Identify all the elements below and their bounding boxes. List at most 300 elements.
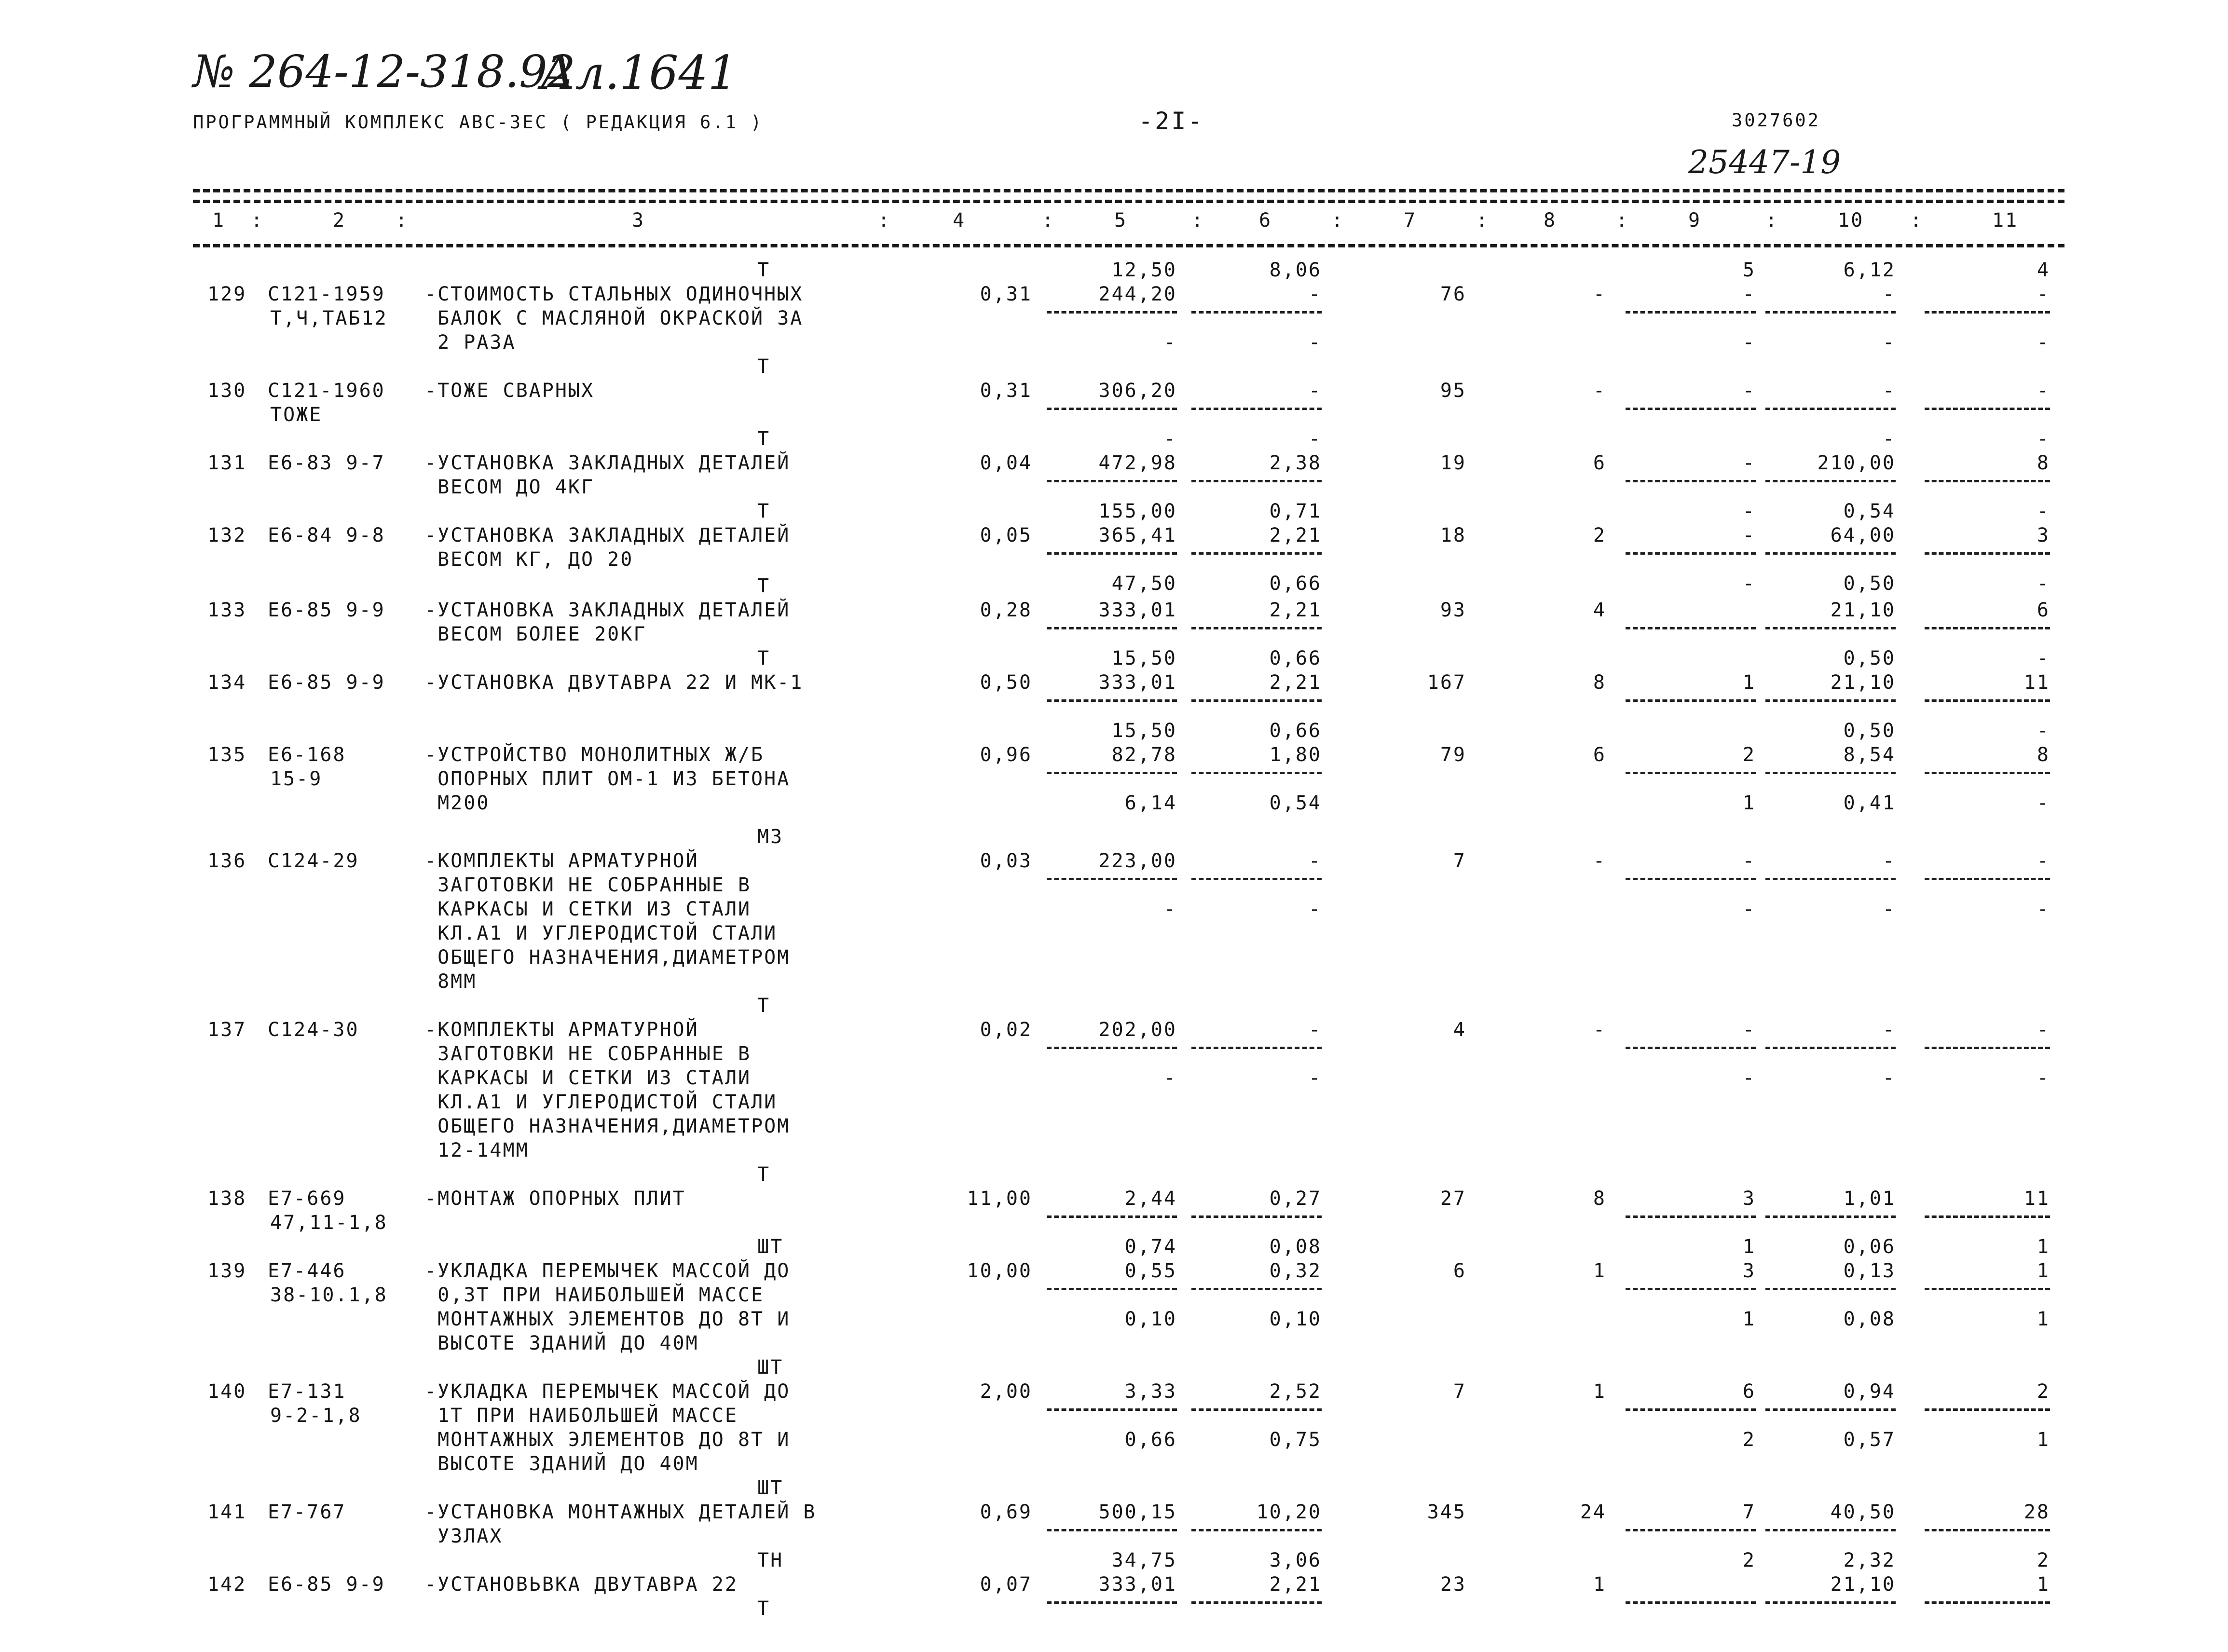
labor-col-9: 7 [1742, 1501, 1756, 1523]
subtotal-rule [1765, 627, 1896, 629]
subtotal-rule [1626, 699, 1756, 702]
work-description: ЗАГОТОВКИ НЕ СОБРАННЫЕ В [424, 1043, 752, 1065]
machine-col-9: 2 [1742, 1429, 1756, 1451]
row-number: 134 [207, 671, 247, 694]
subtotal-rule [1626, 311, 1756, 314]
subtotal-rule [1626, 772, 1756, 774]
machine-wage: 0,66 [1269, 573, 1322, 595]
subtotal-rule [1047, 878, 1177, 880]
resource-code: С124-30 [268, 1019, 359, 1041]
machine-cost: 6,14 [1124, 792, 1177, 814]
subtotal-rule [1925, 772, 2050, 774]
row-number: 130 [207, 380, 247, 402]
pre-value-9: 5 [1742, 259, 1756, 281]
labor-col-11: 8 [2037, 452, 2050, 474]
unit-label: Т [757, 647, 771, 669]
work-description: -СТОИМОСТЬ СТАЛЬНЫХ ОДИНОЧНЫХ [424, 283, 804, 305]
subtotal-rule [1925, 699, 2050, 702]
subtotal-rule [1626, 408, 1756, 410]
unit-wage: - [1308, 283, 1322, 305]
column-header-2: 2 [333, 209, 346, 232]
subtotal-rule [1626, 1601, 1756, 1604]
machine-cost: 155,00 [1098, 500, 1177, 522]
machine-wage: 0,10 [1269, 1308, 1322, 1330]
total-cost: 7 [1453, 850, 1466, 872]
unit-wage: 2,21 [1269, 671, 1322, 694]
column-separator: : [1765, 209, 1779, 232]
machine-wage: 0,66 [1269, 720, 1322, 742]
work-description: БАЛОК С МАСЛЯНОЙ ОКРАСКОЙ ЗА [424, 307, 804, 329]
work-description: МОНТАЖНЫХ ЭЛЕМЕНТОВ ДО 8Т И [424, 1308, 791, 1330]
column-header-5: 5 [1114, 209, 1128, 232]
labor-col-11: 6 [2037, 599, 2050, 621]
unit-wage: - [1308, 850, 1322, 872]
subtotal-rule [1765, 1215, 1896, 1218]
resource-code: Е6-84 9-8 [268, 524, 385, 546]
work-description: 12-14ММ [424, 1139, 529, 1161]
total-cost: 6 [1453, 1260, 1466, 1282]
work-description: -УСТАНОВКА ЗАКЛАДНЫХ ДЕТАЛЕЙ [424, 452, 791, 474]
unit-wage: 0,27 [1269, 1188, 1322, 1210]
row-number: 136 [207, 850, 247, 872]
total-cost: 167 [1427, 671, 1466, 694]
subtotal-rule [1191, 878, 1322, 880]
subtotal-rule [1047, 699, 1177, 702]
labor-col-11: 1 [2037, 1260, 2050, 1282]
column-separator: : [251, 209, 264, 232]
machine-col-11: - [2037, 331, 2050, 354]
labor-col-11: 8 [2037, 744, 2050, 766]
labor-col-9: - [1742, 524, 1756, 546]
subtotal-rule [1626, 878, 1756, 880]
total-cost: 7 [1453, 1380, 1466, 1403]
subtotal-rule [1765, 1047, 1896, 1049]
total-cost: 79 [1440, 744, 1466, 766]
unit-cost: 82,78 [1111, 744, 1177, 766]
resource-code: Е6-83 9-7 [268, 452, 385, 474]
document-code: 3027602 [1732, 110, 1820, 131]
total-cost: 345 [1427, 1501, 1466, 1523]
machine-cost: 34,75 [1111, 1549, 1177, 1571]
unit-cost: 2,44 [1124, 1188, 1177, 1210]
row-number: 133 [207, 599, 247, 621]
subtotal-rule [1765, 772, 1896, 774]
unit-cost: 202,00 [1098, 1019, 1177, 1041]
resource-code: Е7-131 [268, 1380, 346, 1403]
subtotal-rule [1925, 1047, 2050, 1049]
unit-wage: 2,21 [1269, 599, 1322, 621]
column-header-9: 9 [1688, 209, 1702, 232]
labor-col-9: - [1742, 380, 1756, 402]
machine-col-9: - [1742, 898, 1756, 920]
unit-label: ТН [757, 1549, 784, 1571]
subtotal-rule [1047, 772, 1177, 774]
labor-col-11: - [2037, 1019, 2050, 1041]
resource-code: Е7-446 [268, 1260, 346, 1282]
quantity: 0,03 [980, 850, 1032, 872]
unit-cost: 333,01 [1098, 1573, 1177, 1596]
row-number: 140 [207, 1380, 247, 1403]
labor-col-9: 1 [1742, 671, 1756, 694]
total-wage: 6 [1593, 452, 1606, 474]
labor-col-11: 28 [2023, 1501, 2050, 1523]
labor-col-10: 64,00 [1830, 524, 1896, 546]
machine-col-10: 0,06 [1843, 1236, 1896, 1258]
labor-col-10: 21,10 [1830, 1573, 1896, 1596]
total-wage: 2 [1593, 524, 1606, 546]
quantity: 0,04 [980, 452, 1032, 474]
labor-col-9: 3 [1742, 1188, 1756, 1210]
machine-col-11: - [2037, 500, 2050, 522]
unit-wage: 2,21 [1269, 524, 1322, 546]
resource-code: Е6-85 9-9 [268, 671, 385, 694]
machine-col-10: - [1882, 1067, 1896, 1089]
resource-code: 15-9 [270, 768, 323, 790]
machine-col-11: - [2037, 720, 2050, 742]
subtotal-rule [1191, 772, 1322, 774]
unit-label: Т [757, 1163, 771, 1186]
machine-wage: 0,54 [1269, 792, 1322, 814]
total-wage: 4 [1593, 599, 1606, 621]
machine-col-9: 1 [1742, 1308, 1756, 1330]
labor-col-11: 11 [2023, 1188, 2050, 1210]
unit-cost: 223,00 [1098, 850, 1177, 872]
machine-col-10: 0,57 [1843, 1429, 1896, 1451]
subtotal-rule [1626, 480, 1756, 482]
subtotal-rule [1047, 1601, 1177, 1604]
unit-label: Т [757, 575, 771, 597]
resource-code: С121-1959 [268, 283, 385, 305]
work-description: -УКЛАДКА ПЕРЕМЫЧЕК МАССОЙ ДО [424, 1380, 791, 1403]
resource-code: Е6-168 [268, 744, 346, 766]
machine-wage: 0,75 [1269, 1429, 1322, 1451]
work-description: ОБЩЕГО НАЗНАЧЕНИЯ,ДИАМЕТРОМ [424, 946, 791, 969]
unit-wage: - [1308, 1019, 1322, 1041]
subtotal-rule [1191, 1215, 1322, 1218]
total-wage: 8 [1593, 1188, 1606, 1210]
resource-code: 38-10.1,8 [270, 1284, 388, 1306]
machine-col-9: 1 [1742, 1236, 1756, 1258]
column-separator: : [396, 209, 409, 232]
work-description: КАРКАСЫ И СЕТКИ ИЗ СТАЛИ [424, 898, 752, 920]
resource-code: С121-1960 [268, 380, 385, 402]
subtotal-rule [1626, 1215, 1756, 1218]
machine-cost: 47,50 [1111, 573, 1177, 595]
subtotal-rule [1925, 552, 2050, 555]
machine-col-10: 0,50 [1843, 720, 1896, 742]
resource-code: Е7-669 [268, 1188, 346, 1210]
work-description: -МОНТАЖ ОПОРНЫХ ПЛИТ [424, 1188, 686, 1210]
machine-col-10: 0,08 [1843, 1308, 1896, 1330]
subtotal-rule [1047, 408, 1177, 410]
quantity: 0,31 [980, 283, 1032, 305]
row-number: 142 [207, 1573, 247, 1596]
subtotal-rule [1626, 1288, 1756, 1290]
machine-cost: 15,50 [1111, 720, 1177, 742]
total-wage: - [1593, 380, 1606, 402]
subtotal-rule [1765, 878, 1896, 880]
work-description: КАРКАСЫ И СЕТКИ ИЗ СТАЛИ [424, 1067, 752, 1089]
work-description: -УСТРОЙСТВО МОНОЛИТНЫХ Ж/Б [424, 744, 765, 766]
labor-col-11: 2 [2037, 1380, 2050, 1403]
machine-col-10: 0,50 [1843, 573, 1896, 595]
row-number: 135 [207, 744, 247, 766]
labor-col-9: - [1742, 283, 1756, 305]
work-description: КЛ.А1 И УГЛЕРОДИСТОЙ СТАЛИ [424, 1091, 778, 1113]
handwritten-album-number: Ал.1641 [540, 46, 738, 100]
machine-col-10: - [1882, 428, 1896, 450]
unit-wage: 1,80 [1269, 744, 1322, 766]
labor-col-11: 1 [2037, 1573, 2050, 1596]
machine-col-9: - [1742, 331, 1756, 354]
subtotal-rule [1765, 408, 1896, 410]
labor-col-9: - [1742, 452, 1756, 474]
machine-col-11: 1 [2037, 1308, 2050, 1330]
work-description: ВЕСОМ КГ, ДО 20 [424, 548, 634, 571]
subtotal-rule [1047, 1047, 1177, 1049]
unit-cost: 333,01 [1098, 671, 1177, 694]
subtotal-rule [1047, 552, 1177, 555]
work-description: -УСТАНОВКА ЗАКЛАДНЫХ ДЕТАЛЕЙ [424, 524, 791, 546]
machine-col-9: 2 [1742, 1549, 1756, 1571]
unit-cost: 244,20 [1098, 283, 1177, 305]
unit-label: Т [757, 500, 771, 522]
subtotal-rule [1765, 1288, 1896, 1290]
work-description: ВЕСОМ ДО 4КГ [424, 476, 595, 498]
row-number: 129 [207, 283, 247, 305]
total-cost: 76 [1440, 283, 1466, 305]
subtotal-rule [1047, 311, 1177, 314]
unit-label: М3 [757, 826, 784, 848]
machine-col-11: - [2037, 647, 2050, 669]
quantity: 11,00 [967, 1188, 1032, 1210]
column-separator: : [1910, 209, 1924, 232]
quantity: 0,02 [980, 1019, 1032, 1041]
labor-col-9: 3 [1742, 1260, 1756, 1282]
subtotal-rule [1925, 311, 2050, 314]
unit-label: Т [757, 259, 771, 281]
quantity: 0,28 [980, 599, 1032, 621]
total-wage: 8 [1593, 671, 1606, 694]
column-header-11: 11 [1992, 209, 2019, 232]
machine-col-11: 1 [2037, 1236, 2050, 1258]
subtotal-rule [1765, 552, 1896, 555]
column-header-10: 10 [1838, 209, 1864, 232]
column-header-8: 8 [1544, 209, 1557, 232]
subtotal-rule [1925, 1215, 2050, 1218]
unit-wage: 0,32 [1269, 1260, 1322, 1282]
resource-code: Т,Ч,ТАБ12 [270, 307, 388, 329]
quantity: 0,96 [980, 744, 1032, 766]
labor-col-11: - [2037, 850, 2050, 872]
column-separator: : [1191, 209, 1205, 232]
total-cost: 95 [1440, 380, 1466, 402]
total-cost: 18 [1440, 524, 1466, 546]
labor-col-11: - [2037, 380, 2050, 402]
unit-label: Т [757, 1597, 771, 1620]
machine-cost: - [1163, 898, 1177, 920]
row-number: 138 [207, 1188, 247, 1210]
subtotal-rule [1191, 311, 1322, 314]
quantity: 2,00 [980, 1380, 1032, 1403]
unit-label: Т [757, 995, 771, 1017]
subtotal-rule [1765, 1601, 1896, 1604]
work-description: -ТОЖЕ СВАРНЫХ [424, 380, 595, 402]
subtotal-rule [1191, 1601, 1322, 1604]
column-header-3: 3 [632, 209, 645, 232]
machine-col-10: 0,41 [1843, 792, 1896, 814]
column-header-4: 4 [953, 209, 966, 232]
total-wage: 24 [1580, 1501, 1606, 1523]
work-description: ВЫСОТЕ ЗДАНИЙ ДО 40М [424, 1332, 699, 1354]
machine-cost: 15,50 [1111, 647, 1177, 669]
subtotal-rule [1191, 480, 1322, 482]
quantity: 0,50 [980, 671, 1032, 694]
labor-col-11: - [2037, 283, 2050, 305]
subtotal-rule [1925, 878, 2050, 880]
machine-col-11: - [2037, 1067, 2050, 1089]
subtotal-rule [1626, 627, 1756, 629]
work-description: -КОМПЛЕКТЫ АРМАТУРНОЙ [424, 1019, 699, 1041]
work-description: -УСТАНОВКА ДВУТАВРА 22 И МК-1 [424, 671, 804, 694]
row-number: 132 [207, 524, 247, 546]
column-separator: : [1616, 209, 1629, 232]
total-cost: 93 [1440, 599, 1466, 621]
unit-wage: 2,38 [1269, 452, 1322, 474]
subtotal-rule [1765, 699, 1896, 702]
labor-col-10: 0,94 [1843, 1380, 1896, 1403]
machine-cost: 0,74 [1124, 1236, 1177, 1258]
work-description: -УСТАНОВЬВКА ДВУТАВРА 22 [424, 1573, 738, 1596]
work-description: КЛ.А1 И УГЛЕРОДИСТОЙ СТАЛИ [424, 922, 778, 944]
total-cost: 4 [1453, 1019, 1466, 1041]
labor-col-10: - [1882, 283, 1896, 305]
resource-code: Е7-767 [268, 1501, 346, 1523]
subtotal-rule [1191, 627, 1322, 629]
machine-cost: - [1163, 1067, 1177, 1089]
row-number: 139 [207, 1260, 247, 1282]
column-separator: : [878, 209, 891, 232]
total-cost: 27 [1440, 1188, 1466, 1210]
total-cost: 19 [1440, 452, 1466, 474]
subtotal-rule [1191, 1288, 1322, 1290]
column-header-1: 1 [212, 209, 226, 232]
column-header-7: 7 [1404, 209, 1417, 232]
machine-wage: 3,06 [1269, 1549, 1322, 1571]
labor-col-10: 21,10 [1830, 599, 1896, 621]
total-cost: 23 [1440, 1573, 1466, 1596]
machine-cost: - [1163, 428, 1177, 450]
total-wage: 6 [1593, 744, 1606, 766]
unit-label: Т [757, 355, 771, 378]
program-title: ПРОГРАММНЫЙ КОМПЛЕКС АВС-3ЕС ( РЕДАКЦИЯ 6.1 ) [193, 112, 764, 133]
work-description: М200 [424, 792, 490, 814]
subtotal-rule [1765, 1529, 1896, 1531]
subtotal-rule [1765, 311, 1896, 314]
quantity: 0,05 [980, 524, 1032, 546]
column-header-6: 6 [1259, 209, 1272, 232]
machine-col-11: 1 [2037, 1429, 2050, 1451]
machine-wage: - [1308, 1067, 1322, 1089]
unit-cost: 472,98 [1098, 452, 1177, 474]
pre-value-5: 12,50 [1111, 259, 1177, 281]
labor-col-10: - [1882, 380, 1896, 402]
unit-cost: 333,01 [1098, 599, 1177, 621]
subtotal-rule [1191, 552, 1322, 555]
work-description: -УКЛАДКА ПЕРЕМЫЧЕК МАССОЙ ДО [424, 1260, 791, 1282]
handwritten-doc-number: № 264-12-318.92 [193, 46, 576, 97]
unit-wage: 10,20 [1256, 1501, 1322, 1523]
machine-col-10: - [1882, 898, 1896, 920]
resource-code: 47,11-1,8 [270, 1212, 388, 1234]
work-description: ОБЩЕГО НАЗНАЧЕНИЯ,ДИАМЕТРОМ [424, 1115, 791, 1137]
unit-label: ШТ [757, 1236, 784, 1258]
subtotal-rule [1191, 408, 1322, 410]
machine-col-9: - [1742, 573, 1756, 595]
machine-cost: 0,66 [1124, 1429, 1177, 1451]
subtotal-rule [1191, 1529, 1322, 1531]
work-description: 1Т ПРИ НАИБОЛЬШЕЙ МАССЕ [424, 1405, 738, 1427]
machine-wage: 0,66 [1269, 647, 1322, 669]
pre-value-11: 4 [2037, 259, 2050, 281]
machine-col-9: 1 [1742, 792, 1756, 814]
labor-col-9: - [1742, 1019, 1756, 1041]
row-number: 137 [207, 1019, 247, 1041]
labor-col-10: 0,13 [1843, 1260, 1896, 1282]
work-description: 8ММ [424, 970, 477, 993]
subtotal-rule [1047, 480, 1177, 482]
work-description: ВЫСОТЕ ЗДАНИЙ ДО 40М [424, 1453, 699, 1475]
machine-col-11: - [2037, 573, 2050, 595]
machine-col-11: - [2037, 792, 2050, 814]
unit-cost: 3,33 [1124, 1380, 1177, 1403]
machine-col-10: 2,32 [1843, 1549, 1896, 1571]
machine-col-9: - [1742, 500, 1756, 522]
subtotal-rule [1626, 552, 1756, 555]
machine-col-11: 2 [2037, 1549, 2050, 1571]
labor-col-11: 3 [2037, 524, 2050, 546]
unit-cost: 365,41 [1098, 524, 1177, 546]
machine-cost: 0,10 [1124, 1308, 1177, 1330]
machine-col-10: 0,50 [1843, 647, 1896, 669]
machine-wage: - [1308, 428, 1322, 450]
unit-wage: - [1308, 380, 1322, 402]
quantity: 0,69 [980, 1501, 1032, 1523]
machine-wage: 0,71 [1269, 500, 1322, 522]
labor-col-10: 40,50 [1830, 1501, 1896, 1523]
unit-label: ШТ [757, 1477, 784, 1499]
machine-wage: - [1308, 331, 1322, 354]
labor-col-10: - [1882, 850, 1896, 872]
unit-wage: 2,21 [1269, 1573, 1322, 1596]
labor-col-10: 210,00 [1817, 452, 1896, 474]
subtotal-rule [1765, 480, 1896, 482]
subtotal-rule [1765, 1408, 1896, 1411]
column-separator: : [1331, 209, 1345, 232]
labor-col-9: 6 [1742, 1380, 1756, 1403]
work-description: -КОМПЛЕКТЫ АРМАТУРНОЙ [424, 850, 699, 872]
total-wage: - [1593, 283, 1606, 305]
unit-cost: 306,20 [1098, 380, 1177, 402]
total-wage: 1 [1593, 1380, 1606, 1403]
total-wage: - [1593, 850, 1606, 872]
column-separator: : [1042, 209, 1055, 232]
subtotal-rule [1191, 1047, 1322, 1049]
quantity: 0,31 [980, 380, 1032, 402]
subtotal-rule [1925, 408, 2050, 410]
unit-label: Т [757, 428, 771, 450]
work-description: МОНТАЖНЫХ ЭЛЕМЕНТОВ ДО 8Т И [424, 1429, 791, 1451]
